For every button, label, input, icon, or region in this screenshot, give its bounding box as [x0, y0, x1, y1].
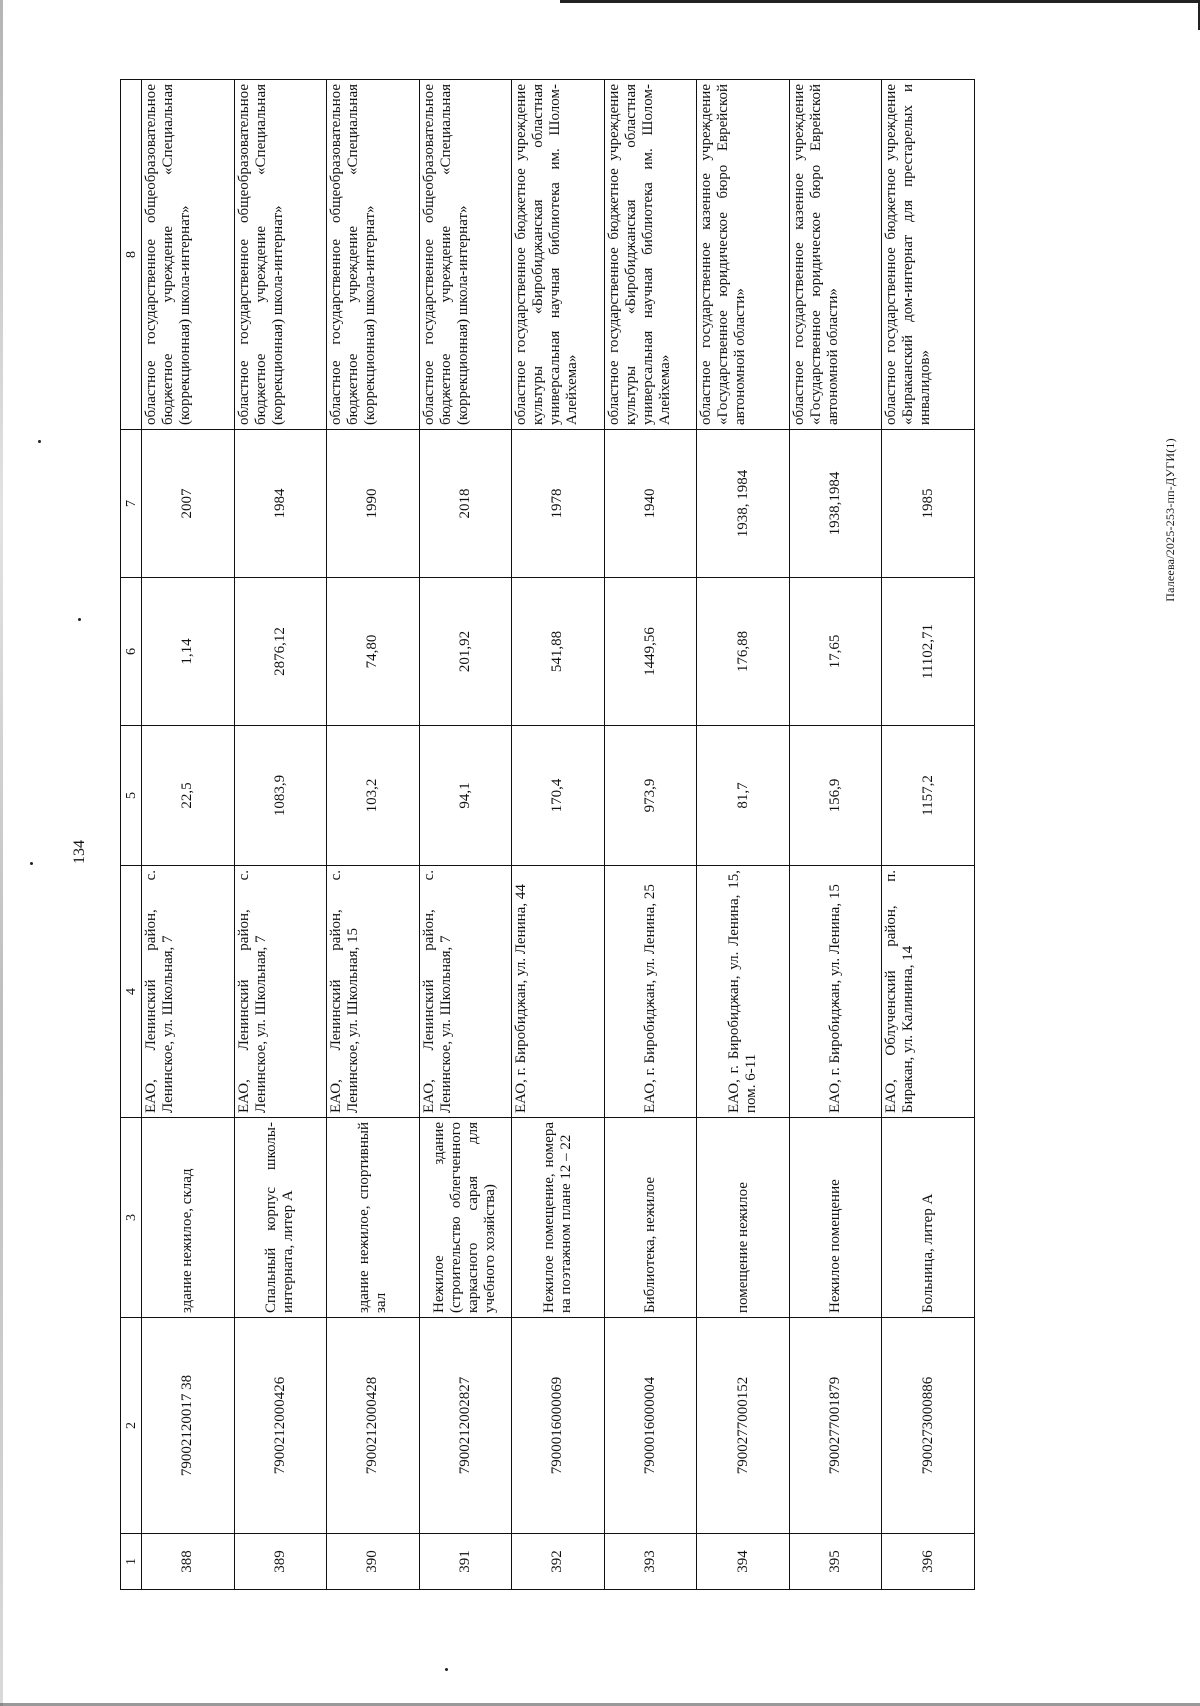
- object-year: 1984: [234, 430, 327, 578]
- cadastral-number: 7900016000069: [512, 1318, 605, 1534]
- object-name: Спальный корпус школы-интерната, литер А: [234, 1118, 327, 1318]
- scan-speck: [38, 440, 41, 443]
- cadastral-number: 79002120017 38: [142, 1318, 235, 1534]
- object-name: Нежилое помещение, номера на поэтажном плане 12 – 22: [512, 1118, 605, 1318]
- object-value: 1449,56: [604, 578, 697, 726]
- object-value: 2876,12: [234, 578, 327, 726]
- object-value: 17,65: [789, 578, 882, 726]
- object-area: 156,9: [789, 726, 882, 866]
- table-row: [882, 80, 975, 1590]
- object-address: ЕАО, Ленинский район, с. Ленинское, ул. Школьная, 15: [327, 866, 420, 1118]
- object-area: 94,1: [419, 726, 512, 866]
- object-holder: областное государственное общеобразовательное бюджетное учреждение «Специальная (коррекционная) школа-интернат»: [142, 80, 235, 430]
- table-row: [234, 80, 327, 1590]
- object-value: 176,88: [697, 578, 790, 726]
- object-name: Нежилое помещение: [789, 1118, 882, 1318]
- header-col-8: 8: [121, 80, 142, 430]
- header-col-5: 5: [121, 726, 142, 866]
- row-number: 395: [789, 1534, 882, 1590]
- scan-edge-top: [560, 0, 1200, 3]
- object-name: здание нежилое, склад: [142, 1118, 235, 1318]
- object-holder: областное государственное общеобразовательное бюджетное учреждение «Специальная (коррекционная) школа-интернат»: [327, 80, 420, 430]
- object-area: 973,9: [604, 726, 697, 866]
- cadastral-number: 7900277001879: [789, 1318, 882, 1534]
- object-name: Больница, литер А: [882, 1118, 975, 1318]
- object-name: здание нежилое, спортивный зал: [327, 1118, 420, 1318]
- object-address: ЕАО, Ленинский район, с. Ленинское, ул. Школьная, 7: [142, 866, 235, 1118]
- object-address: ЕАО, г. Биробиджан, ул. Ленина, 44: [512, 866, 605, 1118]
- header-col-4: 4: [121, 866, 142, 1118]
- cadastral-number: 7900277000152: [697, 1318, 790, 1534]
- object-holder: областное государственное казенное учреждение «Государственное юридическое бюро Еврейской автономной области»: [697, 80, 790, 430]
- property-registry-table: [120, 79, 975, 1590]
- object-year: 1940: [604, 430, 697, 578]
- cadastral-number: 7900212000428: [327, 1318, 420, 1534]
- table-row: [512, 80, 605, 1590]
- object-address: ЕАО, Облученский район, п. Биракан, ул. Калинина, 14: [882, 866, 975, 1118]
- object-address: ЕАО, г. Биробиджан, ул. Ленина, 25: [604, 866, 697, 1118]
- object-name: Библиотека, нежилое: [604, 1118, 697, 1318]
- object-value: 541,88: [512, 578, 605, 726]
- object-holder: областное государственное общеобразовательное бюджетное учреждение «Специальная (коррекционная) школа-интернат»: [419, 80, 512, 430]
- table-row: [697, 80, 790, 1590]
- table-row: [419, 80, 512, 1590]
- object-area: 81,7: [697, 726, 790, 866]
- object-address: ЕАО, г. Биробиджан, ул. Ленина, 15, пом. 6-11: [697, 866, 790, 1118]
- rotated-table-container: [120, 80, 975, 1590]
- object-area: 170,4: [512, 726, 605, 866]
- object-holder: областное государственное бюджетное учреждение «Бираканский дом-интернат для престарелых и инвалидов»: [882, 80, 975, 430]
- header-col-1: 1: [121, 1534, 142, 1590]
- scan-speck: [30, 862, 33, 865]
- object-area: 22,5: [142, 726, 235, 866]
- object-holder: областное государственное бюджетное учреждение культуры «Биробиджанская областная универсальная научная библиотека им. Шолом-Алейхема»: [512, 80, 605, 430]
- scan-speck: [445, 1668, 448, 1671]
- object-name: Нежилое здание (строительство облегченного каркасного сарая для учебного хозяйства): [419, 1118, 512, 1318]
- object-value: 201,92: [419, 578, 512, 726]
- table-row: [604, 80, 697, 1590]
- object-value: 74,80: [327, 578, 420, 726]
- header-col-3: 3: [121, 1118, 142, 1318]
- object-name: помещение нежилое: [697, 1118, 790, 1318]
- table-row: [327, 80, 420, 1590]
- row-number: 392: [512, 1534, 605, 1590]
- table-row: [142, 80, 235, 1590]
- row-number: 393: [604, 1534, 697, 1590]
- row-number: 388: [142, 1534, 235, 1590]
- scan-edge-left: [0, 0, 3, 1706]
- object-holder: областное государственное казенное учреждение «Государственное юридическое бюро Еврейской автономной области»: [789, 80, 882, 430]
- object-area: 1083,9: [234, 726, 327, 866]
- object-address: ЕАО, г. Биробиджан, ул. Ленина, 15: [789, 866, 882, 1118]
- header-col-7: 7: [121, 430, 142, 578]
- object-value: 1,14: [142, 578, 235, 726]
- cadastral-number: 7900212002827: [419, 1318, 512, 1534]
- scan-speck: [78, 618, 81, 621]
- object-area: 1157,2: [882, 726, 975, 866]
- object-holder: областное государственное бюджетное учреждение культуры «Биробиджанская областная универсальная научная библиотека им. Шолом-Алейхема»: [604, 80, 697, 430]
- row-number: 396: [882, 1534, 975, 1590]
- object-year: 1990: [327, 430, 420, 578]
- table-row: [789, 80, 882, 1590]
- object-year: 2007: [142, 430, 235, 578]
- row-number: 394: [697, 1534, 790, 1590]
- table-wrapper: [120, 80, 975, 1590]
- object-year: 1938,1984: [789, 430, 882, 578]
- object-address: ЕАО, Ленинский район, с. Ленинское, ул. Школьная, 7: [419, 866, 512, 1118]
- cadastral-number: 7900273000886: [882, 1318, 975, 1534]
- object-area: 103,2: [327, 726, 420, 866]
- object-holder: областное государственное общеобразовательное бюджетное учреждение «Специальная (коррекционная) школа-интернат»: [234, 80, 327, 430]
- page-number: 134: [71, 840, 88, 864]
- row-number: 389: [234, 1534, 327, 1590]
- row-number: 391: [419, 1534, 512, 1590]
- header-col-2: 2: [121, 1318, 142, 1534]
- document-code: Палеева/2025-253-пп-ДУГИ(1): [1163, 438, 1177, 602]
- header-row: [121, 80, 142, 1590]
- header-col-6: 6: [121, 578, 142, 726]
- object-value: 11102,71: [882, 578, 975, 726]
- object-address: ЕАО, Ленинский район, с. Ленинское, ул. Школьная, 7: [234, 866, 327, 1118]
- row-number: 390: [327, 1534, 420, 1590]
- object-year: 2018: [419, 430, 512, 578]
- object-year: 1938, 1984: [697, 430, 790, 578]
- cadastral-number: 7900016000004: [604, 1318, 697, 1534]
- object-year: 1978: [512, 430, 605, 578]
- cadastral-number: 7900212000426: [234, 1318, 327, 1534]
- object-year: 1985: [882, 430, 975, 578]
